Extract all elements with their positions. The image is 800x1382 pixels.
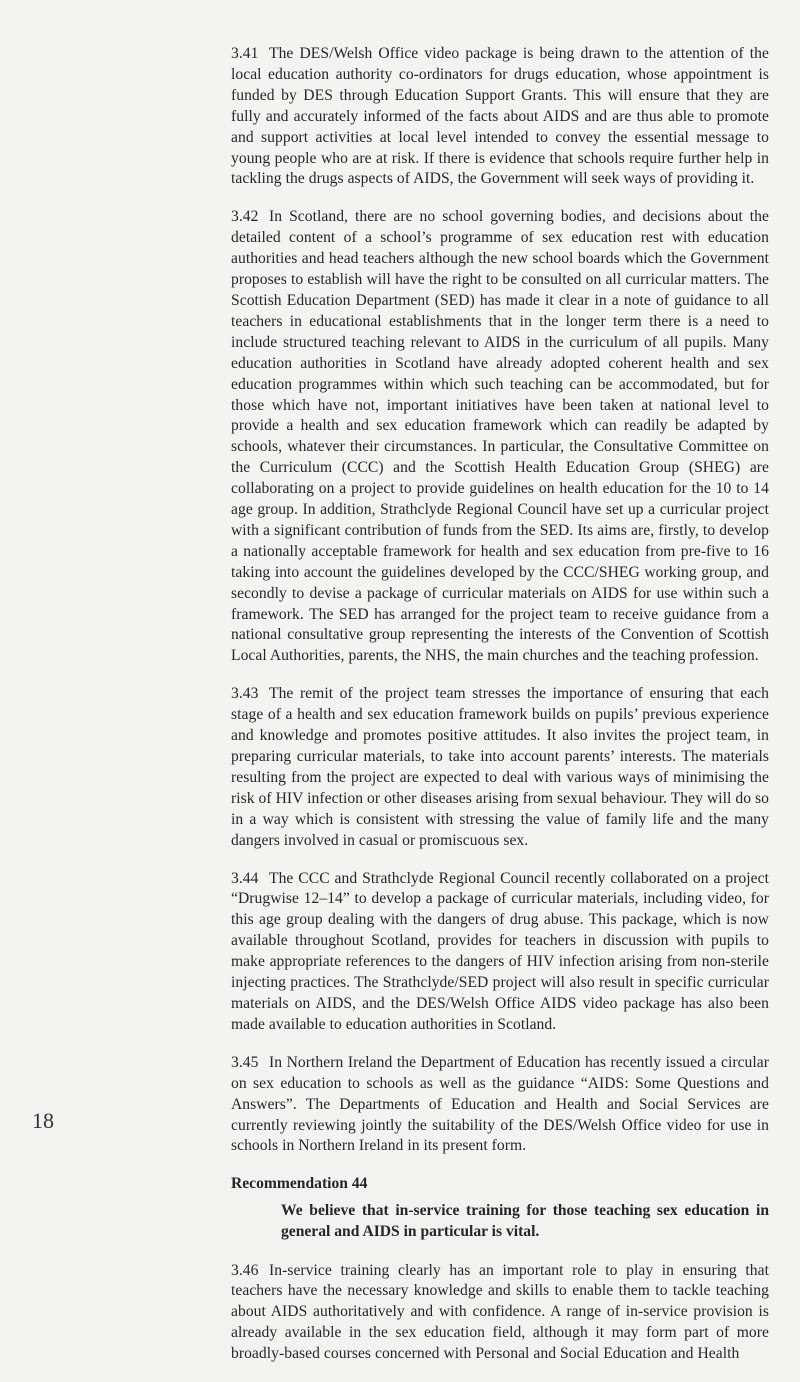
paragraph-text: In Northern Ireland the Department of Education has recently issued a circular on sex education to schools as well as the guidance “AIDS: Some Questions and Answers”. The Departments of Education and Health and Social Services are currently reviewing jointly the suitability of the DES/Welsh Office video for use in schools in Northern Ireland in its present form. [231, 1053, 769, 1155]
paragraph-3-43 [231, 684, 769, 851]
paragraph-number: 3.45 [231, 1053, 259, 1071]
paragraph-text: The CCC and Strathclyde Regional Council recently collaborated on a project “Drugwise 12–14” to develop a package of curricular materials, including video, for this age group dealing with the dangers of drug abuse. This package, which is now available throughout Scotland, provides for teachers in discussion with pupils to make appropriate references to the dangers of HIV infection arising from non-sterile injecting practices. The Strathclyde/SED project will also result in specific curricular materials on AIDS, and the DES/Welsh Office AIDS video package has also been made available to education authorities in Scotland. [231, 869, 769, 1033]
paragraph-number: 3.42 [231, 208, 259, 226]
paragraph-3-41 [231, 44, 769, 190]
paragraph-3-46 [231, 1261, 769, 1366]
paragraph-text: In-service training clearly has an important role to play in ensuring that teachers have the necessary knowledge and skills to enable them to tackle teaching about AIDS authoritatively and with confidence. A range of in-service provision is already available in the sex education field, although it may form part of more broadly-based courses concerned with Personal and Social Education and Health [231, 1261, 769, 1363]
paragraph-number: 3.41 [231, 45, 259, 62]
page-number: 18 [32, 1108, 54, 1133]
paragraph-3-44 [231, 869, 769, 1036]
page-body [231, 44, 769, 1382]
recommendation-heading: Recommendation 44 [231, 1175, 368, 1193]
paragraph-number: 3.43 [231, 685, 259, 703]
paragraph-number: 3.46 [231, 1261, 259, 1279]
paragraph-number: 3.44 [231, 869, 259, 887]
paragraph-3-45 [231, 1053, 769, 1158]
paragraph-3-42 [231, 207, 769, 667]
paragraph-text: In Scotland, there are no school governing bodies, and decisions about the detailed content of a school’s programme of sex education rest with education authorities and head teachers although the new school boards which the Government proposes to establish will have the right to be consulted on all curricular matters. The Scottish Education Department (SED) has made it clear in a note of guidance to all teachers in educational establishments that in the longer term there is a need to include structured teaching relevant to AIDS in the curriculum of all pupils. Many education authorities in Scotland have already adopted coherent health and sex education programmes within which such teaching can be accommodated, but for those which have not, important initiatives have been taken at national level to provide a health and sex education framework which can readily be adapted by schools, whatever their circumstances. In particular, the Consultative Committee on the Curriculum (CCC) and the Scottish Health Education Group (SHEG) are collaborating on a project to provide guidelines on health education for the 10 to 14 age group. In addition, Strathclyde Regional Council have set up a curricular project with a significant contribution of funds from the SED. Its aims are, firstly, to develop a nationally acceptable framework for health and sex education from pre-five to 16 taking into account the guidelines developed by the CCC/SHEG working group, and secondly to devise a package of curricular materials on AIDS for use within such a framework. The SED has arranged for the project team to receive guidance from a national consultative group representing the interests of the Convention of Scottish Local Authorities, parents, the NHS, the main churches and the teaching profession. [231, 208, 769, 665]
paragraph-text: The remit of the project team stresses the importance of ensuring that each stage of a health and sex education framework builds on pupils’ previous experience and knowledge and promotes positive attitudes. It also invites the project team, in preparing curricular materials, to take into account parents’ interests. The materials resulting from the project are expected to deal with various ways of minimising the risk of HIV infection or other diseases arising from sexual behaviour. They will do so in a way which is consistent with stressing the value of family life and the many dangers involved in casual or promiscuous sex. [231, 685, 769, 849]
paragraph-text: The DES/Welsh Office video package is being drawn to the attention of the local education authority co-ordinators for drugs education, whose appointment is funded by DES through Education Support Grants. This will ensure that they are fully and accurately informed of the facts about AIDS and are thus able to promote and support activities at local level intended to convey the essential message to young people who are at risk. If there is evidence that schools require further help in tackling the drugs aspects of AIDS, the Government will seek ways of providing it. [231, 45, 769, 188]
recommendation-text: We believe that in-service training for those teaching sex education in general and AIDS in particular is vital. [281, 1202, 769, 1240]
